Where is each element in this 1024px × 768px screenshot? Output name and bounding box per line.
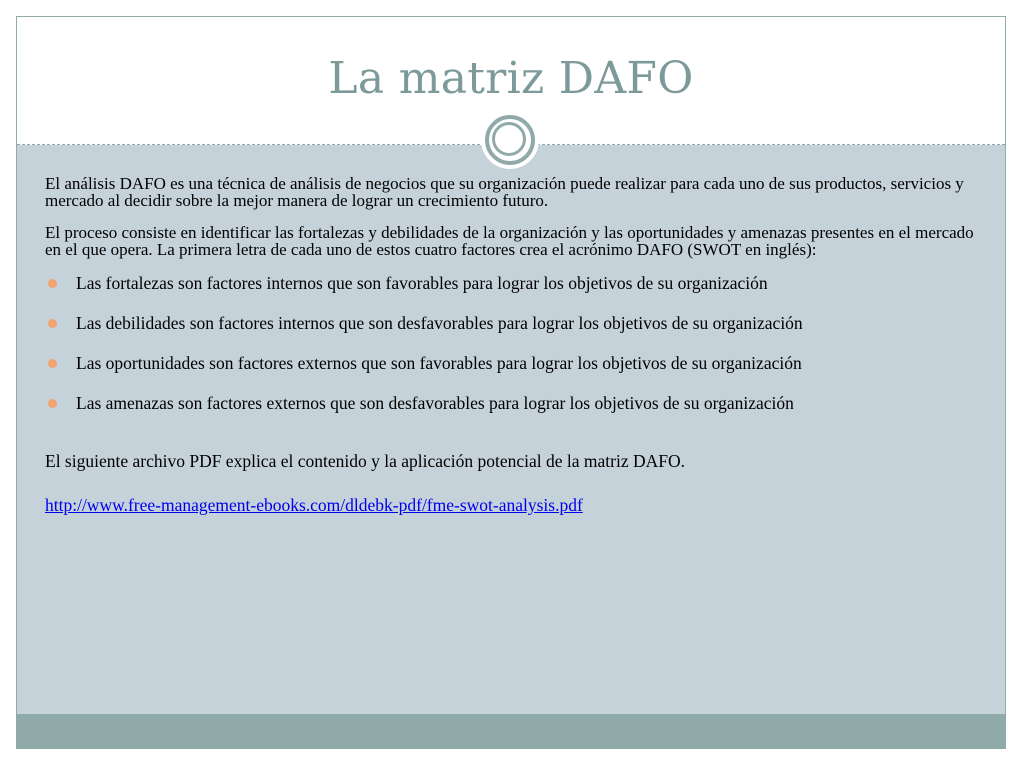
footer-band bbox=[17, 714, 1005, 748]
bullet-text: Las fortalezas son factores internos que son favorables para lograr los objetivos de su organización bbox=[76, 273, 768, 293]
bullet-dot-icon bbox=[48, 279, 57, 288]
pdf-link[interactable]: http://www.free-management-ebooks.com/dldebk-pdf/fme-swot-analysis.pdf bbox=[45, 495, 583, 515]
bullet-text: Las oportunidades son factores externos que son favorables para lograr los objetivos de su organización bbox=[76, 353, 802, 373]
bullet-item-amenazas bbox=[45, 393, 975, 413]
slide bbox=[16, 16, 1006, 749]
bullet-text: Las amenazas son factores externos que son desfavorables para lograr los objetivos de su organización bbox=[76, 393, 794, 413]
slide-title: La matriz DAFO bbox=[328, 53, 694, 104]
bullet-item-debilidades bbox=[45, 313, 975, 333]
process-paragraph: El proceso consiste en identificar las fortalezas y debilidades de la organización y las oportunidades y amenazas presentes en el mercado en el que opera. La primera letra de cada uno de estos cuatro factores crea el acrónimo DAFO (SWOT en inglés): bbox=[45, 223, 974, 259]
bullet-text: Las debilidades son factores internos que son desfavorables para lograr los objetivos de su organización bbox=[76, 313, 803, 333]
bullet-dot-icon bbox=[48, 319, 57, 328]
slide-body bbox=[45, 175, 975, 516]
ornament-inner-ring bbox=[492, 122, 526, 156]
closing-paragraph: El siguiente archivo PDF explica el contenido y la aplicación potencial de la matriz DAFO. bbox=[45, 451, 686, 471]
spacer bbox=[45, 433, 975, 451]
bullet-item-fortalezas bbox=[45, 273, 975, 293]
bullet-item-oportunidades bbox=[45, 353, 975, 373]
double-ring-icon bbox=[481, 111, 539, 169]
bullet-list bbox=[45, 273, 975, 413]
intro-paragraph: El análisis DAFO es una técnica de análisis de negocios que su organización puede realizar para cada uno de sus productos, servicios y mercado al decidir sobre la mejor manera de lograr un crecimiento futuro. bbox=[45, 174, 964, 210]
bullet-dot-icon bbox=[48, 399, 57, 408]
bullet-dot-icon bbox=[48, 359, 57, 368]
